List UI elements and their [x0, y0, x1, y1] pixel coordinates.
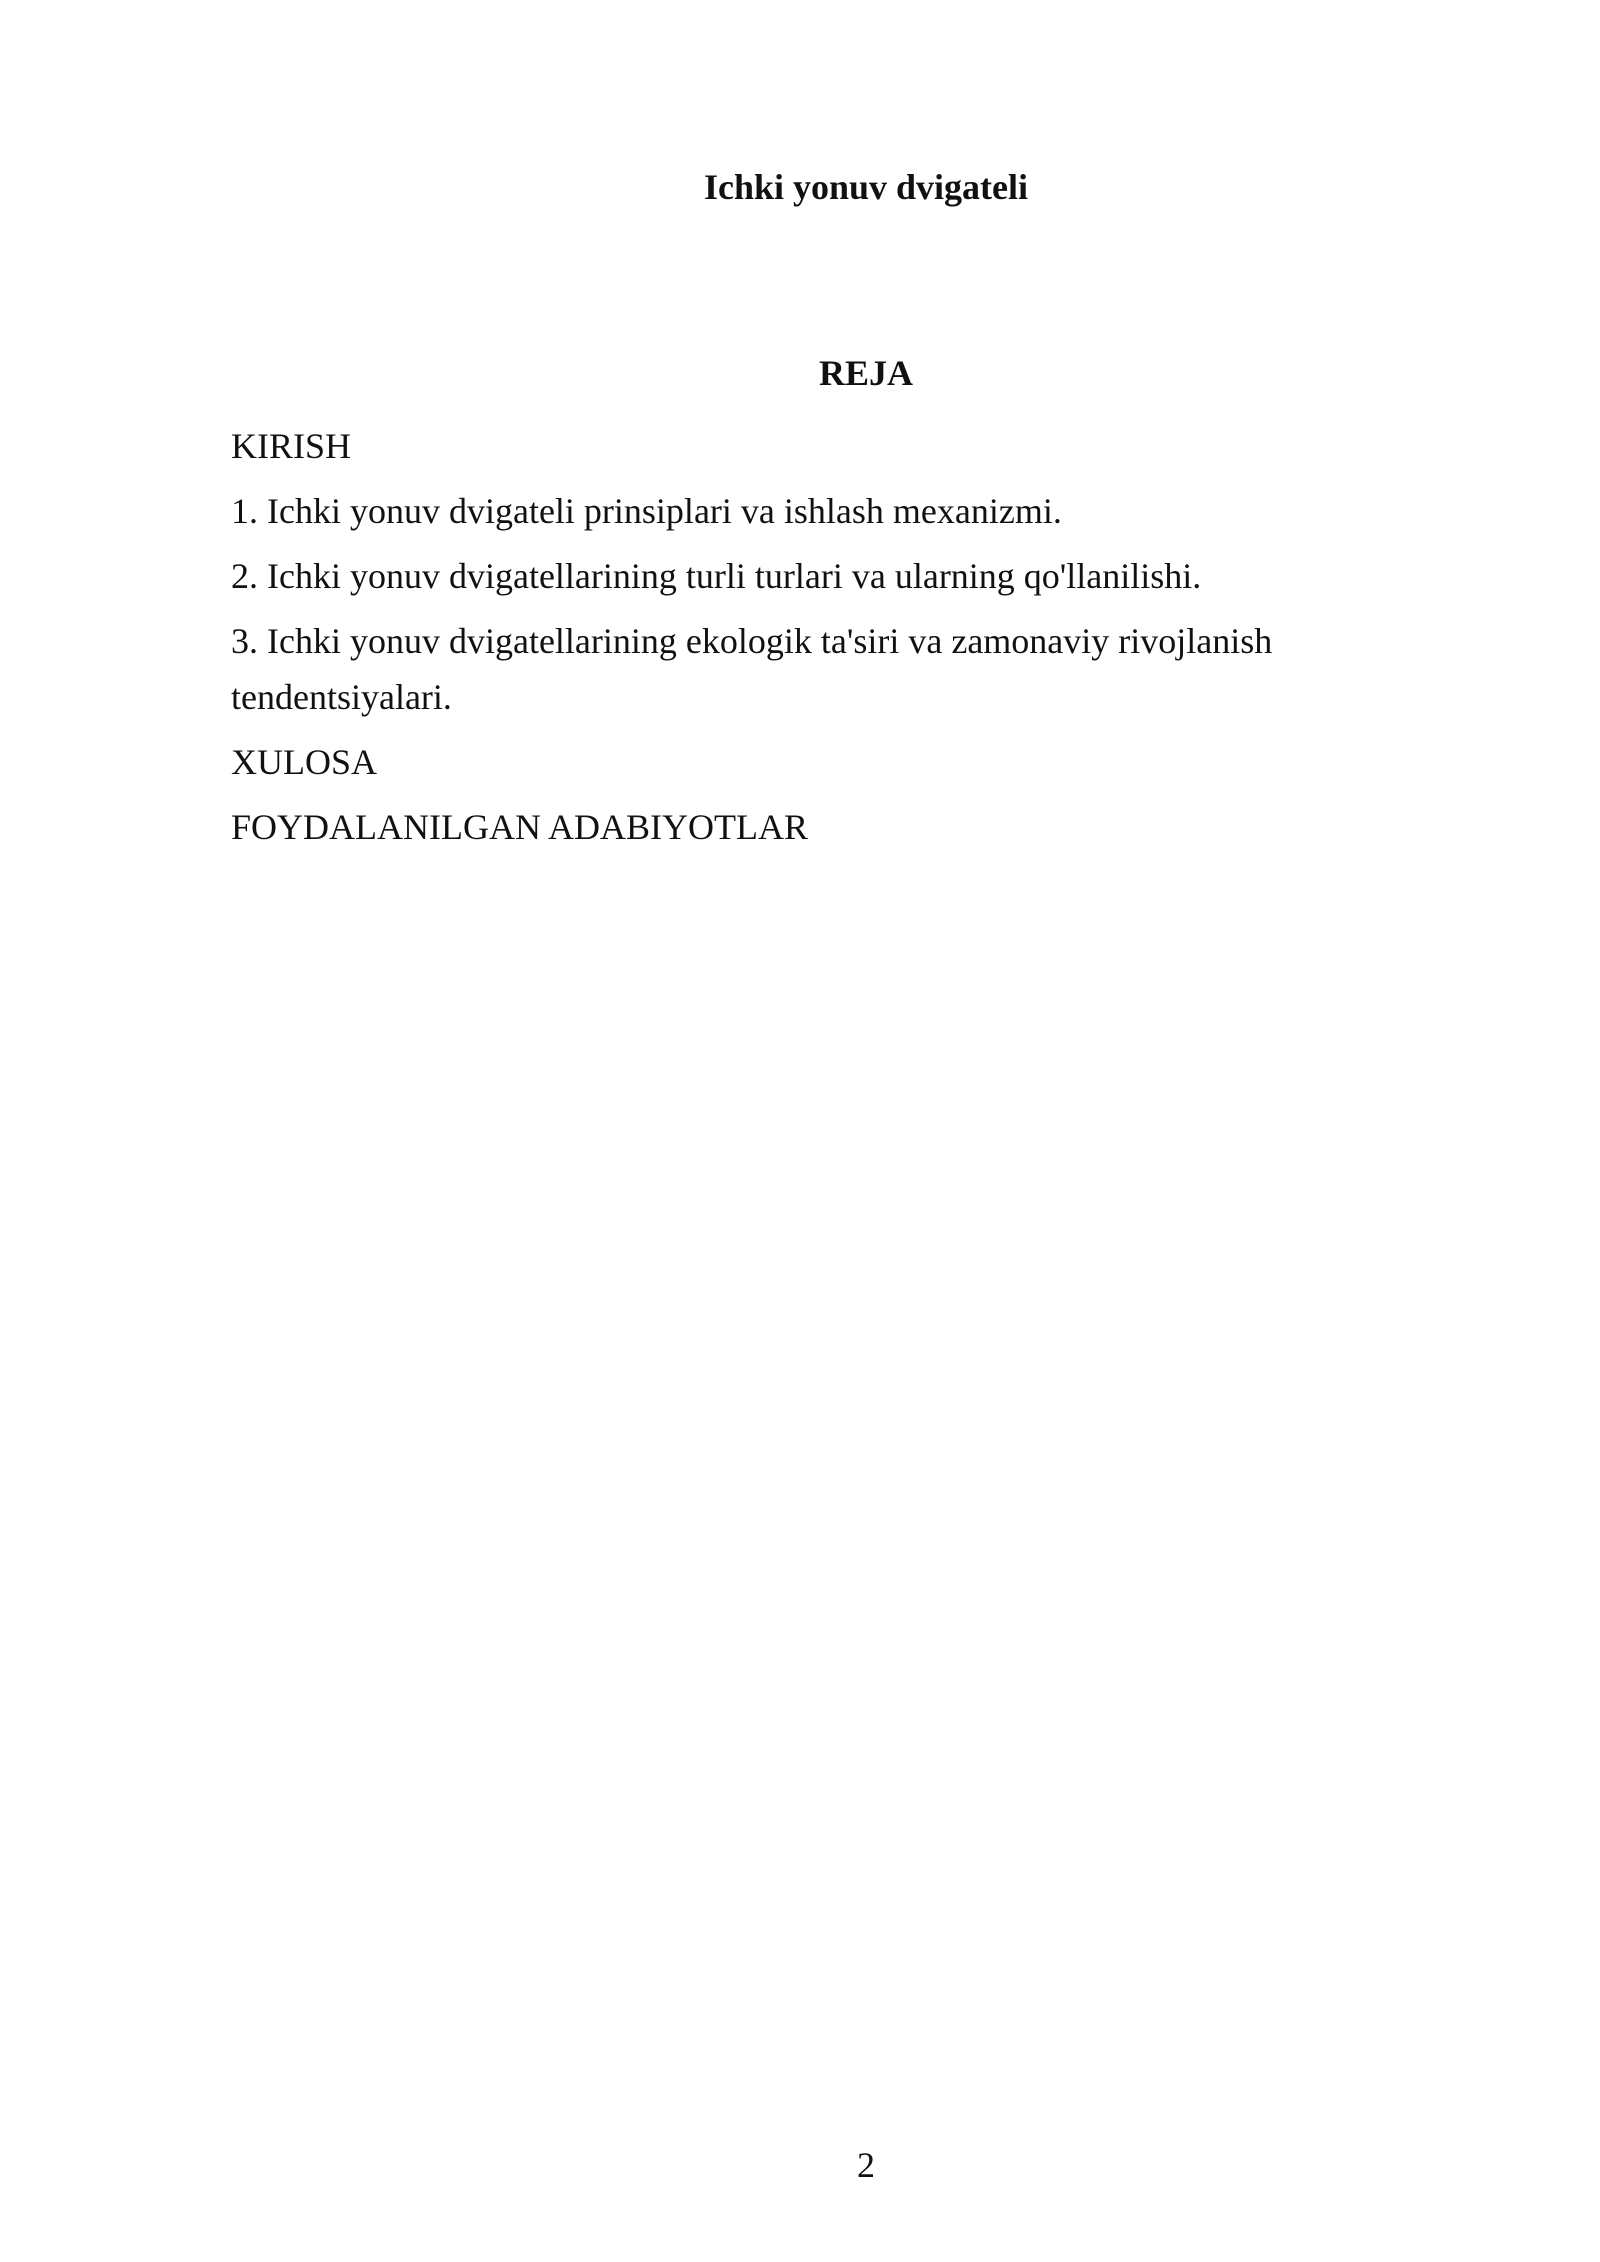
plan-heading: REJA — [818, 353, 913, 393]
plan-item-1: 1. Ichki yonuv dvigateli prinsiplari va ishlash mexanizmi. — [231, 491, 1062, 531]
plan-item-xulosa: XULOSA — [231, 742, 378, 782]
plan-item-2: 2. Ichki yonuv dvigatellarining turli turlari va ularning qo'llanilishi. — [231, 556, 1202, 596]
plan-item-kirish: KIRISH — [231, 426, 352, 466]
document-title: Ichki yonuv dvigateli — [703, 167, 1029, 207]
plan-list — [231, 418, 1431, 864]
page-number: 2 — [857, 2145, 875, 2185]
plan-item-references: FOYDALANILGAN ADABIYOTLAR — [231, 807, 808, 847]
plan-item-3: 3. Ichki yonuv dvigatellarining ekologik ta'siri va zamonaviy rivojlanish tendentsiyalari. — [231, 621, 1273, 717]
